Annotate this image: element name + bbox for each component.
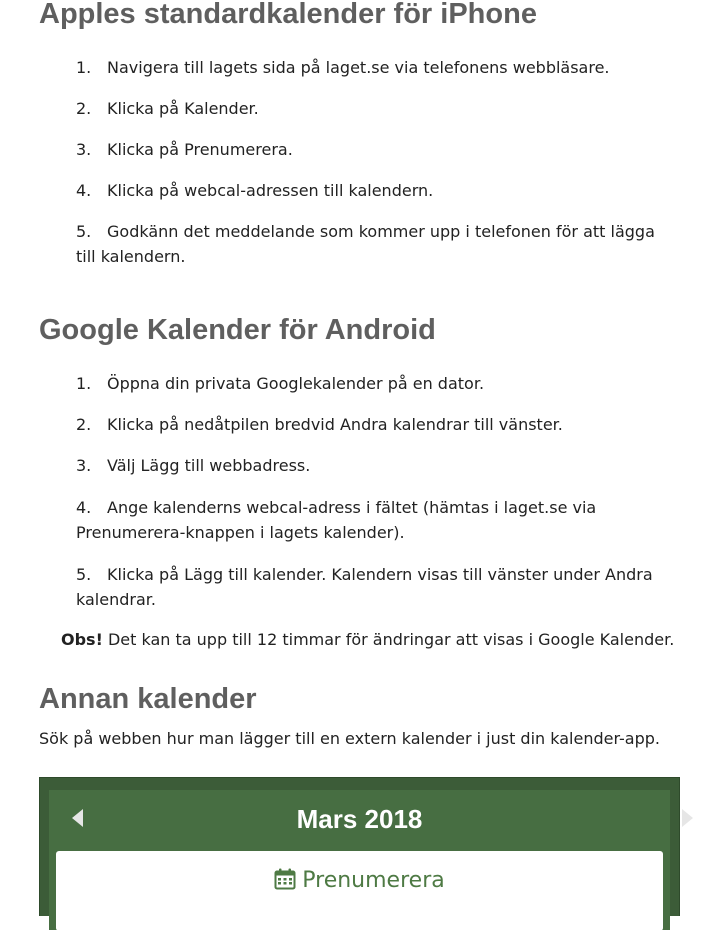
step-text: Navigera till lagets sida på laget.se via telefonens webbläsare. — [107, 58, 610, 77]
step-text: Ange kalenderns webcal-adress i fältet (hämtas i laget.se via Prenumerera-knappen i lagets kalender). — [76, 498, 597, 542]
android-heading: Google Kalender för Android — [39, 314, 436, 346]
step-number: 4. — [76, 498, 92, 517]
list-item — [76, 178, 676, 203]
list-item — [76, 371, 676, 396]
step-number: 3. — [76, 140, 92, 159]
step-number: 5. — [76, 565, 92, 584]
subscribe-label: Prenumerera — [302, 868, 445, 893]
calendar-icon — [274, 868, 296, 898]
obs-label: Obs! — [61, 630, 103, 649]
list-item — [76, 453, 676, 478]
subscribe-button[interactable] — [56, 851, 663, 931]
step-number: 5. — [76, 222, 92, 241]
list-item — [76, 495, 676, 545]
step-text: Öppna din privata Googlekalender på en dator. — [107, 374, 485, 393]
step-text: Klicka på Lägg till kalender. Kalendern visas till vänster under Andra kalendrar. — [76, 565, 653, 609]
step-text: Välj Lägg till webbadress. — [107, 456, 311, 475]
step-text: Klicka på webcal-adressen till kalendern. — [107, 181, 434, 200]
step-text: Klicka på Kalender. — [107, 99, 259, 118]
list-item — [76, 137, 676, 162]
step-number: 2. — [76, 99, 92, 118]
triangle-right-icon[interactable] — [682, 809, 693, 827]
list-item — [76, 55, 676, 80]
step-number: 2. — [76, 415, 92, 434]
other-text: Sök på webben hur man lägger till en extern kalender i just din kalender-app. — [39, 729, 660, 748]
obs-text: Det kan ta upp till 12 timmar för ändringar att visas i Google Kalender. — [102, 630, 675, 649]
list-item — [76, 562, 676, 612]
step-text: Klicka på Prenumerera. — [107, 140, 293, 159]
step-number: 4. — [76, 181, 92, 200]
list-item — [76, 96, 676, 121]
obs-note — [61, 629, 674, 651]
step-text: Klicka på nedåtpilen bredvid Andra kalendrar till vänster. — [107, 415, 563, 434]
subscribe-button-content — [56, 867, 663, 898]
other-heading: Annan kalender — [39, 683, 257, 715]
list-item — [76, 219, 676, 269]
month-title: Mars 2018 — [296, 804, 423, 834]
step-number: 1. — [76, 374, 92, 393]
iphone-heading: Apples standardkalender för iPhone — [39, 0, 537, 30]
step-number: 1. — [76, 58, 92, 77]
step-number: 3. — [76, 456, 92, 475]
list-item — [76, 412, 676, 437]
step-text: Godkänn det meddelande som kommer upp i telefonen för att lägga till kalendern. — [76, 222, 655, 266]
